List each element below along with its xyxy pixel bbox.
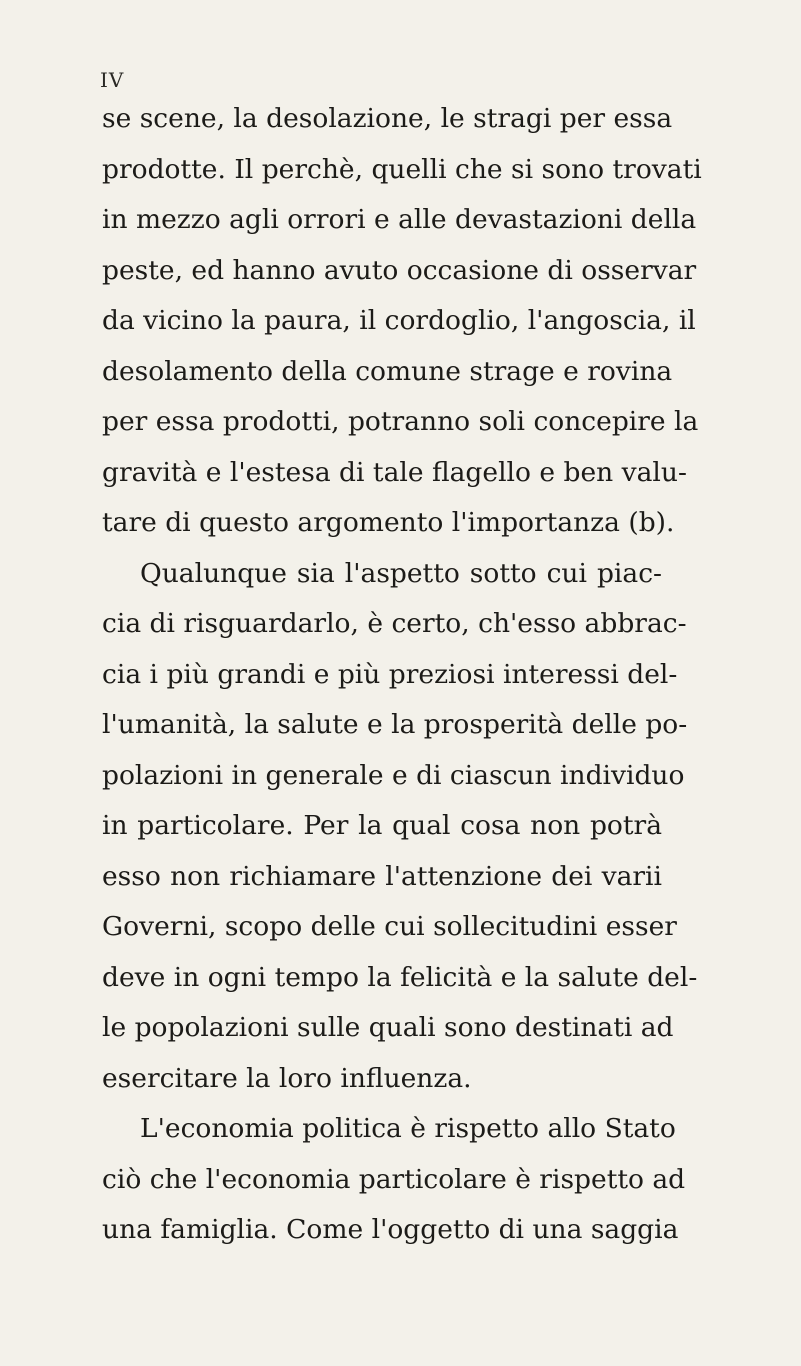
text-line: in mezzo agli orrori e alle devastazioni della <box>102 204 697 235</box>
text-line: peste, ed hanno avuto occasione di osservar <box>102 254 697 286</box>
text-line: cia di risguardarlo, è certo, ch'esso abbrac- <box>102 608 687 639</box>
text-line: le popolazioni sulle quali sono destinati ad <box>102 1012 674 1043</box>
text-line: da vicino la paura, il cordoglio, l'angoscia, il <box>102 305 696 336</box>
text-line: desolamento della comune strage e rovina <box>102 355 673 387</box>
text-line: polazioni in generale e di ciascun individuo <box>102 759 685 791</box>
body-text <box>102 94 702 1256</box>
text-line: in particolare. Per la qual cosa non potrà <box>102 810 662 841</box>
text-line: gravità e l'estesa di tale flagello e ben valu- <box>102 456 687 488</box>
text-line: per essa prodotti, potranno soli concepire la <box>102 406 699 437</box>
paragraph-start-line: L'economia politica è rispetto allo Stato <box>140 1113 676 1144</box>
text-line: prodotte. Il perchè, quelli che si sono trovati <box>102 153 702 185</box>
text-line: cia i più grandi e più preziosi interessi del- <box>102 658 678 690</box>
paragraph-start-line: Qualunque sia l'aspetto sotto cui piac- <box>140 557 662 589</box>
text-line: deve in ogni tempo la felicità e la salute del- <box>102 961 698 993</box>
text-line: esercitare la loro influenza. <box>102 1062 472 1094</box>
text-line: se scene, la desolazione, le stragi per essa <box>102 103 673 134</box>
text-line: ciò che l'economia particolare è rispetto ad <box>102 1163 686 1195</box>
page-number: IV <box>100 68 125 92</box>
text-line: tare di questo argomento l'importanza (b). <box>102 507 675 538</box>
text-line: l'umanità, la salute e la prosperità delle po- <box>102 709 688 740</box>
text-line: Governi, scopo delle cui sollecitudini esser <box>102 911 677 942</box>
text-line: esso non richiamare l'attenzione dei varii <box>102 860 662 892</box>
text-line: una famiglia. Come l'oggetto di una saggia <box>102 1214 679 1245</box>
